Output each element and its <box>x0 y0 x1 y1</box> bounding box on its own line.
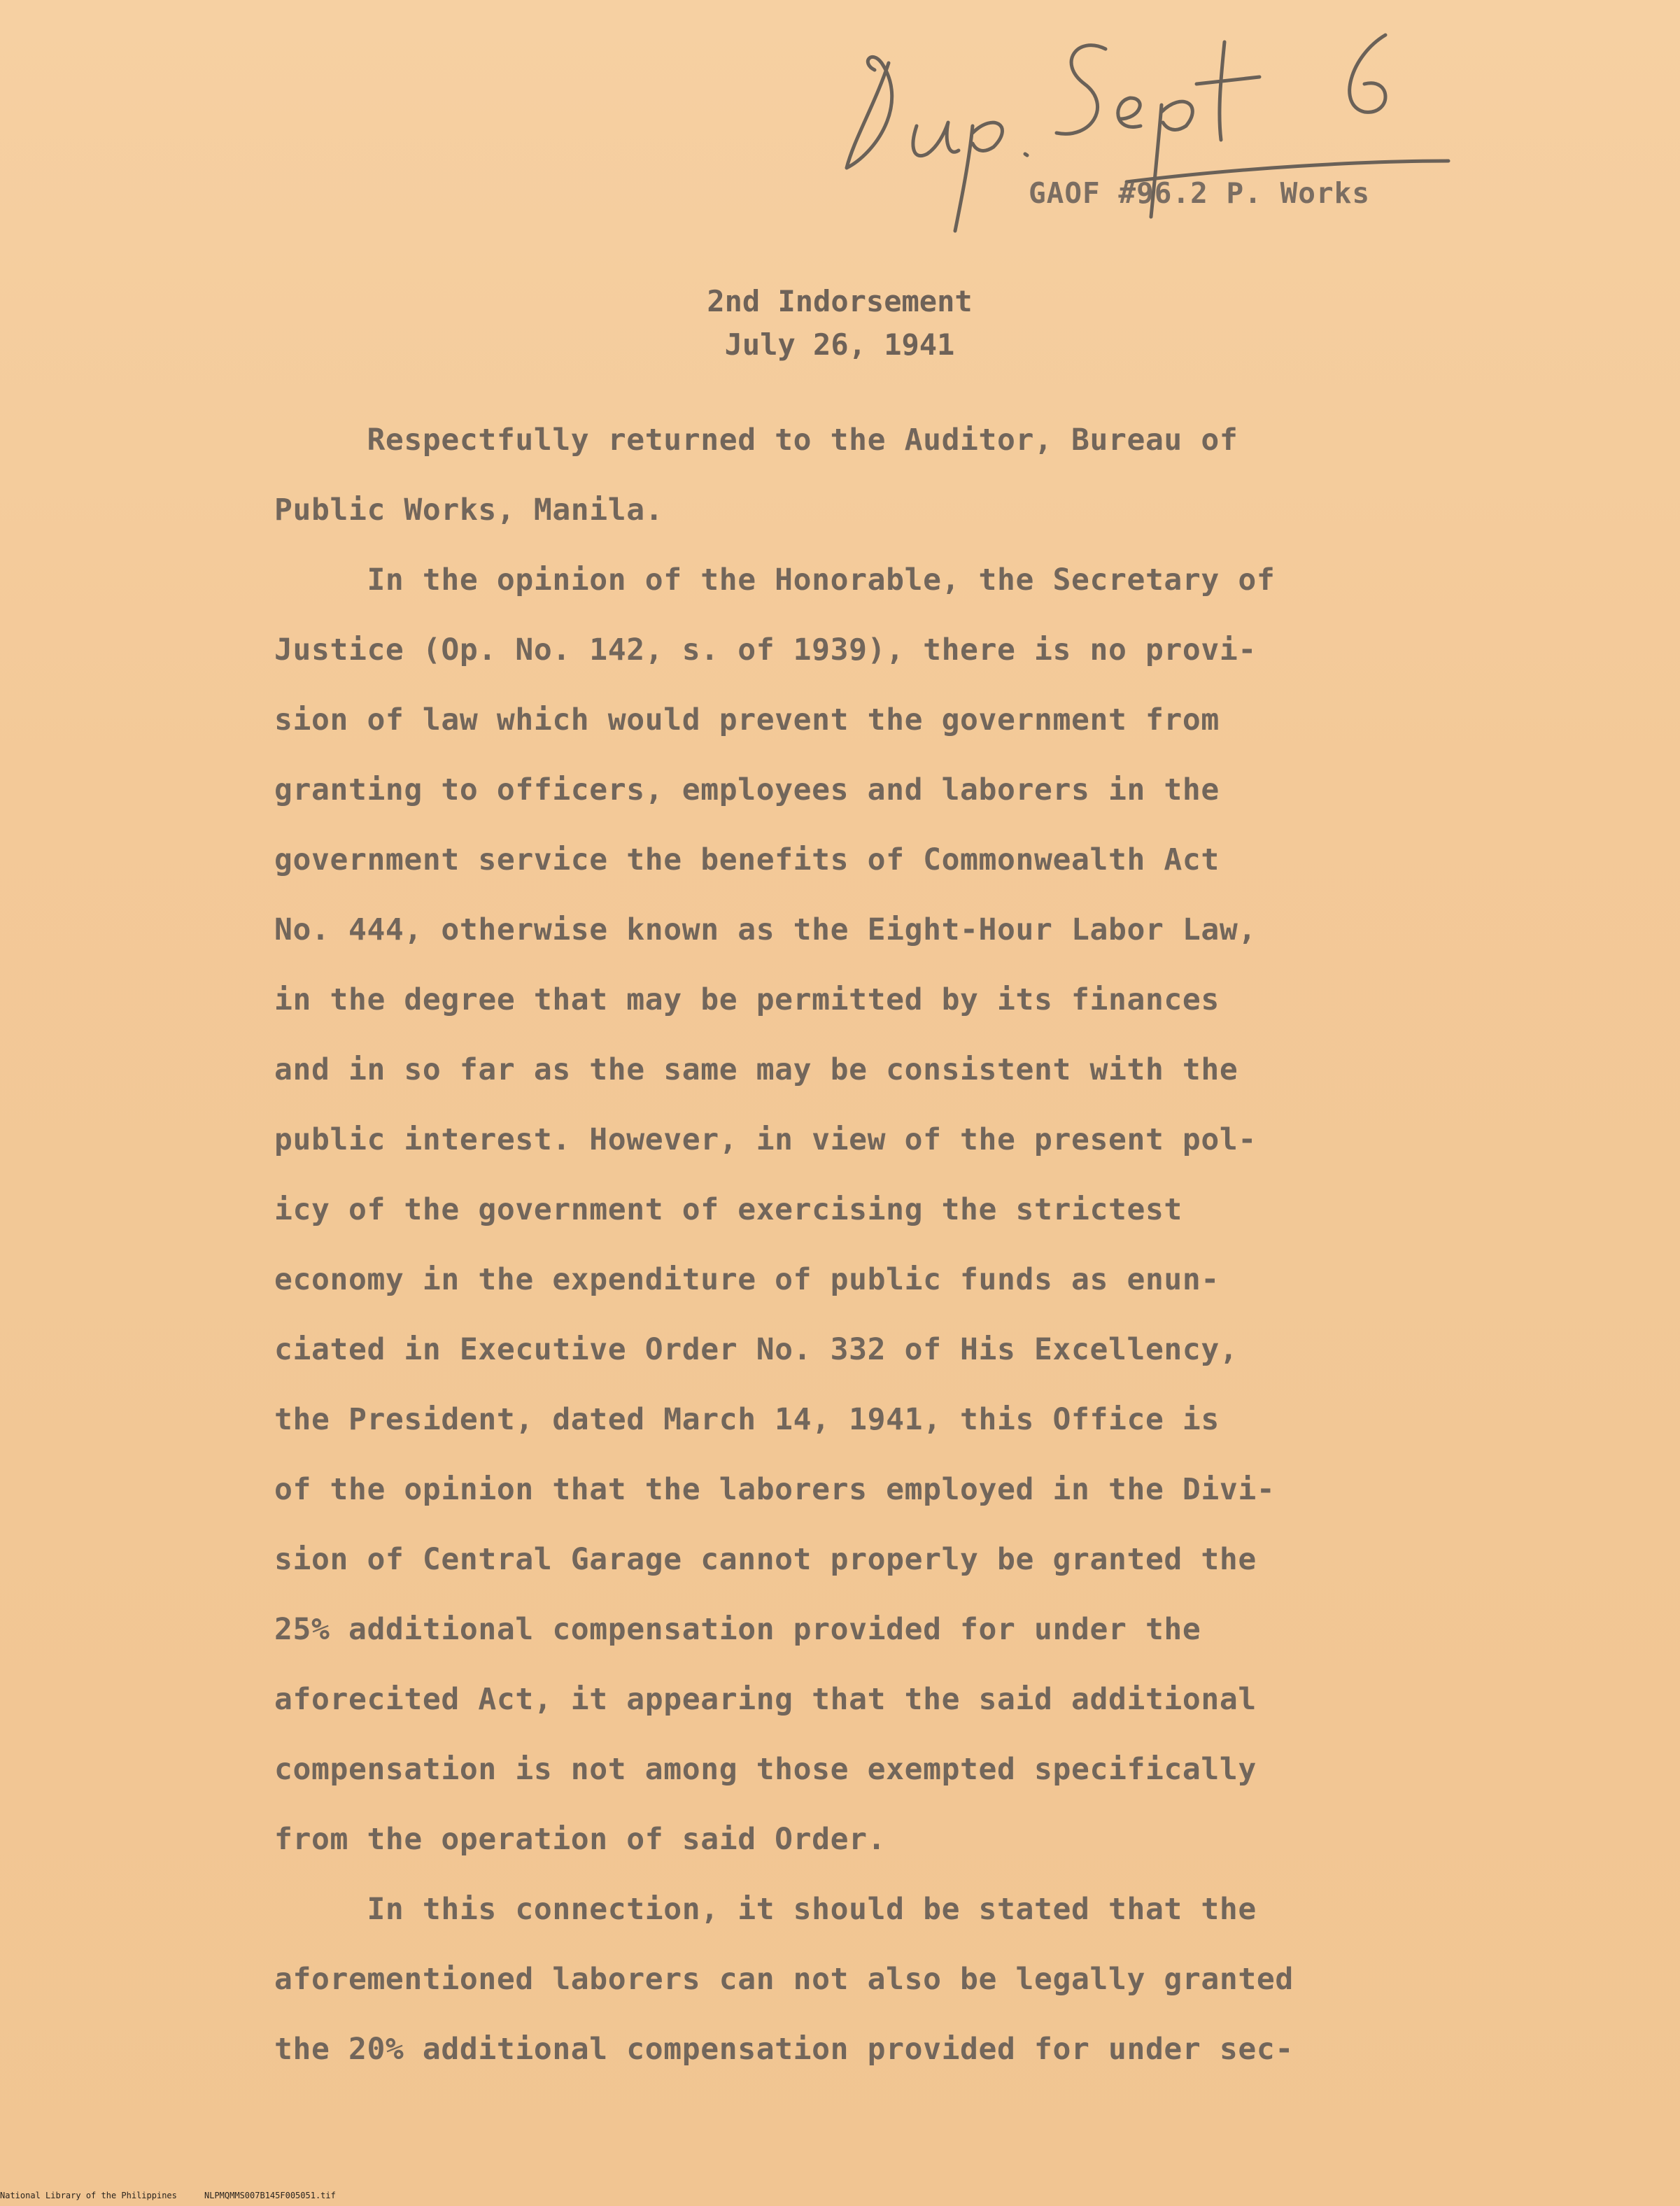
indorsement-title: 2nd Indorsement <box>707 284 973 318</box>
body-line: Respectfully returned to the Auditor, Bureau of <box>274 423 1238 458</box>
body-line: icy of the government of exercising the strictest <box>274 1192 1183 1227</box>
indorsement-heading <box>574 280 1106 367</box>
body-line: Justice (Op. No. 142, s. of 1939), there is no provi- <box>274 632 1257 667</box>
body-line: granting to officers, employees and laborers in the <box>274 772 1220 807</box>
body-line: aforecited Act, it appearing that the said additional <box>274 1682 1257 1717</box>
body-line: No. 444, otherwise known as the Eight-Hour Labor Law, <box>274 912 1257 947</box>
body-line: ciated in Executive Order No. 332 of His Excellency, <box>274 1332 1238 1367</box>
footer-library: National Library of the Philippines <box>0 2191 177 2200</box>
body-line: the 20% additional compensation provided for under sec- <box>274 2032 1294 2067</box>
body-line: economy in the expenditure of public funds as enun- <box>274 1262 1220 1297</box>
body-line: of the opinion that the laborers employed in the Divi- <box>274 1472 1276 1507</box>
body-line: In the opinion of the Honorable, the Secretary of <box>274 563 1276 598</box>
body-line: sion of law which would prevent the government from <box>274 702 1220 737</box>
body-line: public interest. However, in view of the present pol- <box>274 1122 1257 1157</box>
body-line: from the operation of said Order. <box>274 1822 887 1857</box>
body-line: 25% additional compensation provided for under the <box>274 1612 1201 1647</box>
body-line: government service the benefits of Commonwealth Act <box>274 842 1220 877</box>
body-line: Public Works, Manila. <box>274 493 664 528</box>
body-line: In this connection, it should be stated that the <box>274 1892 1257 1927</box>
footer-file-id: NLPMQMMS007B145F005051.tif <box>204 2191 336 2200</box>
body-line: the President, dated March 14, 1941, this Office is <box>274 1402 1220 1437</box>
body-line: and in so far as the same may be consistent with the <box>274 1052 1238 1087</box>
body-line: in the degree that may be permitted by its finances <box>274 982 1220 1017</box>
file-reference: GAOF #96.2 P. Works <box>1029 176 1370 210</box>
body-line: sion of Central Garage cannot properly be granted the <box>274 1542 1257 1577</box>
indorsement-date: July 26, 1941 <box>724 327 955 362</box>
body-line: aforementioned laborers can not also be legally granted <box>274 1962 1294 1997</box>
body-line: compensation is not among those exempted specifically <box>274 1752 1257 1787</box>
